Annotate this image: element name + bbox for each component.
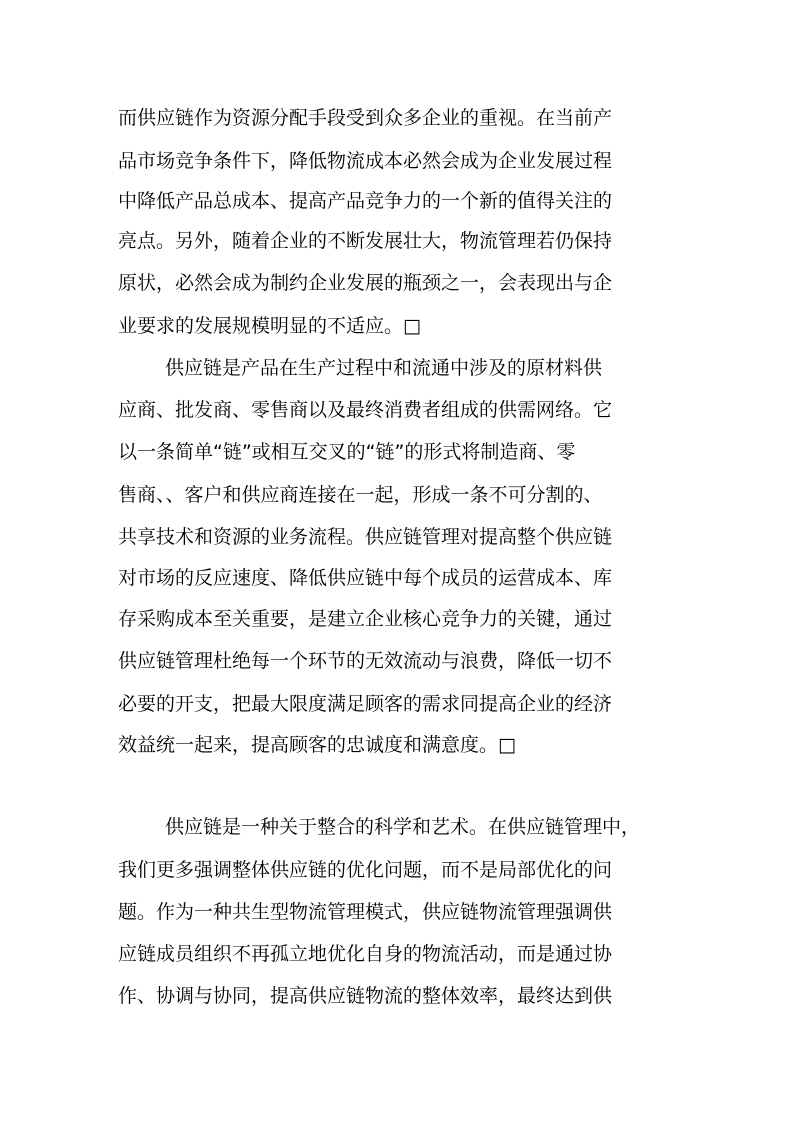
- text-line: 业要求的发展规模明显的不适应。□: [118, 315, 421, 337]
- text-line: 共享技术和资源的业务流程。供应链管理对提高整个供应链: [118, 526, 613, 548]
- text-line: 中降低产品总成本、提高产品竞争力的一个新的值得关注的: [118, 190, 613, 212]
- text-line: 售商、、客户和供应商连接在一起，形成一条不可分割的、: [118, 484, 603, 506]
- text-line: 作、协调与协同，提高供应链物流的整体效率，最终达到供: [118, 985, 613, 1007]
- text-line: 供应链管理杜绝每一个环节的无效流动与浪费，降低一切不: [118, 650, 613, 672]
- text-line: 应链成员组织不再孤立地优化自身的物流活动，而是通过协: [118, 943, 613, 965]
- text-line: 品市场竞争条件下，降低物流成本必然会成为企业发展过程: [118, 150, 613, 172]
- text-line: 我们更多强调整体供应链的优化问题，而不是局部优化的问: [118, 859, 613, 881]
- text-line: 供应链是产品在生产过程中和流通中涉及的原材料供: [165, 357, 603, 379]
- text-line: 存采购成本至关重要，是建立企业核心竞争力的关键，通过: [118, 608, 613, 630]
- text-line: 应商、批发商、零售商以及最终消费者组成的供需网络。它: [118, 399, 613, 421]
- text-line: 亮点。另外，随着企业的不断发展壮大，物流管理若仍保持: [118, 230, 613, 252]
- text-line: 供应链是一种关于整合的科学和艺术。在供应链管理中，: [165, 816, 641, 838]
- text-line: 对市场的反应速度、降低供应链中每个成员的运营成本、库: [118, 567, 613, 589]
- text-line: 必要的开支，把最大限度满足顾客的需求同提高企业的经济: [118, 693, 613, 715]
- text-line: 原状，必然会成为制约企业发展的瓶颈之一，会表现出与企: [118, 272, 613, 294]
- text-line: 以一条简单“链”或相互交叉的“链”的形式将制造商、零: [118, 441, 576, 463]
- text-line: 题。作为一种共生型物流管理模式，供应链物流管理强调供: [118, 901, 613, 923]
- text-line: 效益统一起来，提高顾客的忠诚度和满意度。□: [118, 734, 516, 756]
- text-line: 而供应链作为资源分配手段受到众多企业的重视。在当前产: [118, 107, 613, 129]
